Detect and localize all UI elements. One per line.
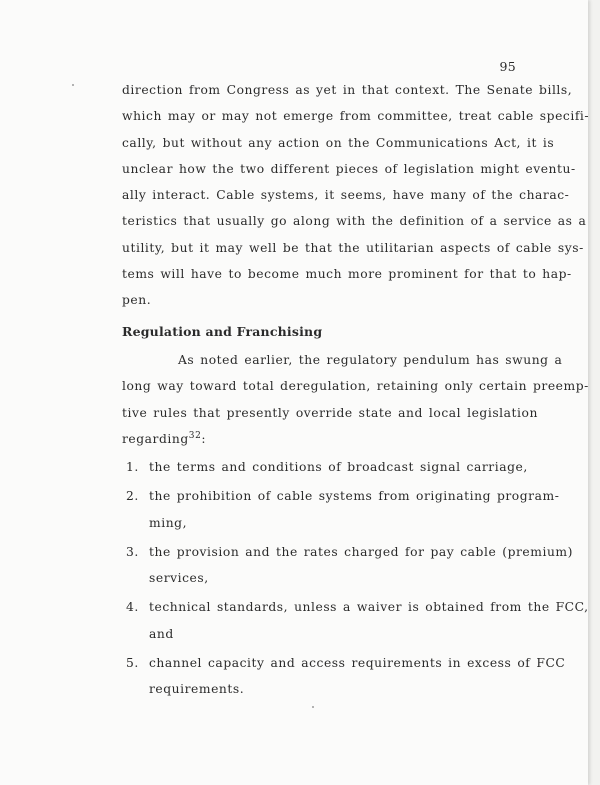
list-item-line: and bbox=[149, 626, 174, 641]
list-item bbox=[122, 539, 573, 592]
list-item-number: 5. bbox=[126, 656, 139, 671]
paragraph-2 bbox=[122, 347, 589, 452]
list-item bbox=[122, 483, 560, 536]
paragraph-line: As noted earlier, the regulatory pendulum has swung a bbox=[178, 353, 563, 367]
paragraph-line: pen. bbox=[122, 293, 152, 308]
list-item-number: 1. bbox=[126, 460, 139, 474]
paragraph-line: tems will have to become much more prominent for that to hap- bbox=[122, 267, 572, 282]
paragraph-line: utility, but it may well be that the utilitarian aspects of cable sys- bbox=[122, 240, 584, 255]
list-item-line: technical standards, unless a waiver is obtained from the FCC, bbox=[149, 600, 589, 615]
list-item-number: 3. bbox=[126, 544, 139, 559]
paragraph-colon: : bbox=[201, 431, 207, 446]
section-heading: Regulation and Franchising bbox=[122, 324, 323, 339]
numbered-list bbox=[122, 454, 589, 703]
list-item bbox=[122, 594, 589, 647]
list-item-line: the terms and conditions of broadcast signal carriage, bbox=[149, 460, 528, 474]
list-item-line: ming, bbox=[149, 515, 188, 530]
paragraph-line: tive rules that presently override state and local legislation bbox=[122, 405, 538, 420]
list-item bbox=[122, 454, 528, 480]
list-item-line: requirements. bbox=[149, 682, 245, 697]
list-item-line: the provision and the rates charged for pay cable (premium) bbox=[149, 544, 573, 559]
footnote-reference: 32 bbox=[188, 430, 202, 441]
paragraph-1 bbox=[122, 77, 590, 314]
list-item-number: 4. bbox=[126, 600, 139, 615]
paragraph-line: long way toward total deregulation, retaining only certain preemp- bbox=[122, 379, 589, 394]
scan-speck bbox=[312, 706, 314, 708]
scan-speck bbox=[72, 84, 74, 86]
paragraph-line: direction from Congress as yet in that context. The Senate bills, bbox=[122, 83, 573, 97]
list-item-line: the prohibition of cable systems from originating program- bbox=[149, 489, 560, 504]
paragraph-line: which may or may not emerge from committee, treat cable specifi- bbox=[122, 109, 590, 124]
paragraph-last-word: regarding bbox=[122, 431, 189, 446]
paragraph-line: ally interact. Cable systems, it seems, have many of the charac- bbox=[122, 188, 570, 203]
list-item-line: channel capacity and access requirements in excess of FCC bbox=[149, 656, 566, 671]
list-item-number: 2. bbox=[126, 489, 139, 504]
paragraph-line: cally, but without any action on the Communications Act, it is bbox=[122, 135, 555, 150]
paragraph-line bbox=[122, 426, 516, 452]
list-item-line: services, bbox=[149, 571, 209, 586]
page-number: 95 bbox=[499, 59, 516, 74]
paragraph-line: unclear how the two different pieces of legislation might eventu- bbox=[122, 161, 576, 176]
list-item bbox=[122, 650, 566, 703]
paragraph-line: teristics that usually go along with the definition of a service as a bbox=[122, 214, 587, 229]
